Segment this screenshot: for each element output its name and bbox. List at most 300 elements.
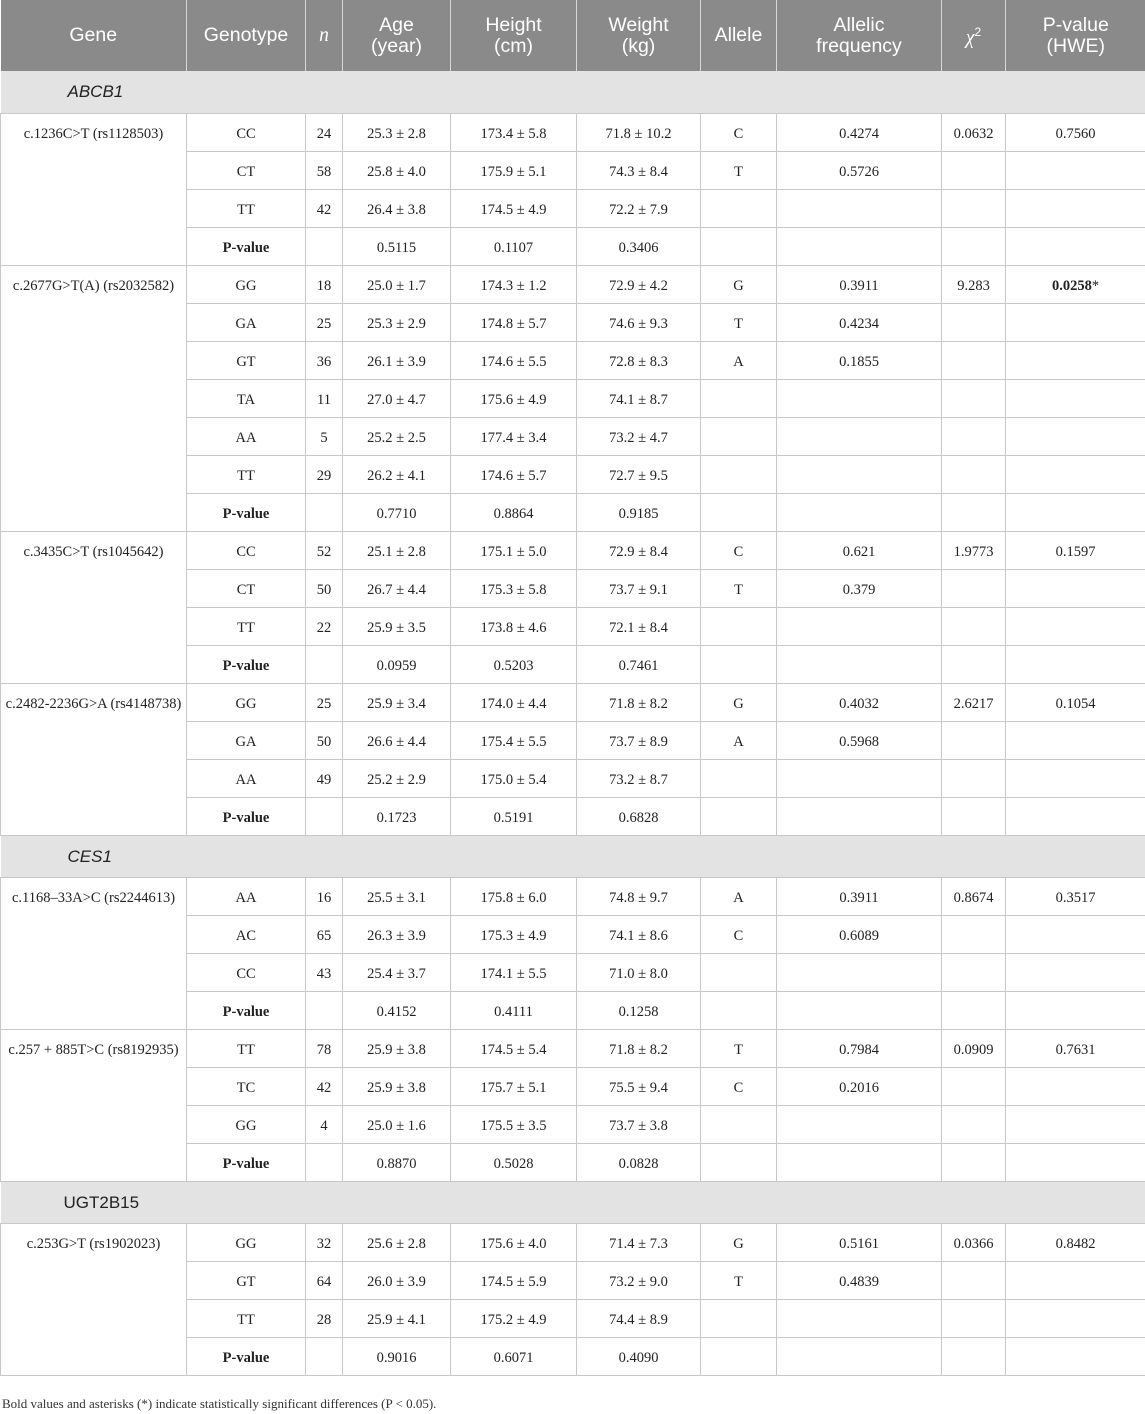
weight-cell: 72.1 ± 8.4 bbox=[577, 607, 701, 645]
chi2-cell bbox=[942, 1299, 1006, 1337]
allele-cell bbox=[701, 455, 777, 493]
weight-cell: 72.9 ± 4.2 bbox=[577, 265, 701, 303]
height-cell: 174.5 ± 4.9 bbox=[451, 189, 577, 227]
age-cell: 25.5 ± 3.1 bbox=[343, 877, 451, 915]
hwe-cell bbox=[1006, 953, 1145, 991]
hwe-cell: 0.8482 bbox=[1006, 1223, 1145, 1261]
significant-value: 0.0258 bbox=[1051, 277, 1092, 294]
header-allelic-frequency: Allelic frequency bbox=[777, 0, 942, 71]
age-cell: 26.3 ± 3.9 bbox=[343, 915, 451, 953]
empty-cell bbox=[701, 1143, 777, 1181]
empty-cell bbox=[942, 1337, 1006, 1375]
height-cell: 174.5 ± 5.4 bbox=[451, 1029, 577, 1067]
genotype-cell: GG bbox=[187, 683, 306, 721]
n-cell: 18 bbox=[306, 265, 343, 303]
age-cell: 25.9 ± 3.5 bbox=[343, 607, 451, 645]
chi2-cell bbox=[942, 915, 1006, 953]
height-cell: 173.4 ± 5.8 bbox=[451, 113, 577, 151]
n-cell: 24 bbox=[306, 113, 343, 151]
genotype-cell: CT bbox=[187, 151, 306, 189]
pvalue-height: 0.4111 bbox=[451, 991, 577, 1029]
height-cell: 174.5 ± 5.9 bbox=[451, 1261, 577, 1299]
weight-cell: 75.5 ± 9.4 bbox=[577, 1067, 701, 1105]
empty-cell bbox=[701, 797, 777, 835]
genotype-cell: AA bbox=[187, 417, 306, 455]
empty-cell bbox=[1006, 797, 1145, 835]
empty-cell bbox=[701, 991, 777, 1029]
allele-cell bbox=[701, 1105, 777, 1143]
hwe-cell: 0.3517 bbox=[1006, 877, 1145, 915]
hwe-cell bbox=[1006, 1261, 1145, 1299]
empty-cell bbox=[777, 797, 942, 835]
empty-cell bbox=[306, 227, 343, 265]
empty-cell bbox=[701, 227, 777, 265]
n-cell: 16 bbox=[306, 877, 343, 915]
empty-cell bbox=[942, 227, 1006, 265]
n-cell: 49 bbox=[306, 759, 343, 797]
allele-cell: T bbox=[701, 1029, 777, 1067]
n-cell: 42 bbox=[306, 1067, 343, 1105]
table-footnote: Bold values and asterisks (*) indicate statistically significant differences (P < 0.05). bbox=[2, 1396, 437, 1411]
age-cell: 26.1 ± 3.9 bbox=[343, 341, 451, 379]
freq-cell bbox=[777, 189, 942, 227]
height-cell: 175.1 ± 5.0 bbox=[451, 531, 577, 569]
table-header bbox=[1, 0, 1145, 71]
empty-cell bbox=[306, 797, 343, 835]
hwe-cell bbox=[1006, 1105, 1145, 1143]
hwe-cell bbox=[1006, 265, 1145, 303]
height-cell: 175.3 ± 5.8 bbox=[451, 569, 577, 607]
empty-cell bbox=[306, 493, 343, 531]
weight-cell: 71.8 ± 10.2 bbox=[577, 113, 701, 151]
n-cell: 29 bbox=[306, 455, 343, 493]
n-cell: 25 bbox=[306, 303, 343, 341]
allele-cell bbox=[701, 607, 777, 645]
age-cell: 25.9 ± 3.8 bbox=[343, 1029, 451, 1067]
age-cell: 26.0 ± 3.9 bbox=[343, 1261, 451, 1299]
height-cell: 175.3 ± 4.9 bbox=[451, 915, 577, 953]
weight-cell: 71.8 ± 8.2 bbox=[577, 683, 701, 721]
freq-cell: 0.4274 bbox=[777, 113, 942, 151]
genotype-cell: GT bbox=[187, 1261, 306, 1299]
section-gene-name: ABCB1 bbox=[1, 71, 1145, 113]
age-cell: 25.9 ± 3.4 bbox=[343, 683, 451, 721]
pvalue-weight: 0.3406 bbox=[577, 227, 701, 265]
pvalue-label: P-value bbox=[187, 645, 306, 683]
hwe-cell bbox=[1006, 189, 1145, 227]
hwe-cell bbox=[1006, 607, 1145, 645]
pvalue-label: P-value bbox=[187, 227, 306, 265]
genotype-cell: TA bbox=[187, 379, 306, 417]
genotype-cell: AA bbox=[187, 759, 306, 797]
n-cell: 52 bbox=[306, 531, 343, 569]
allele-cell: C bbox=[701, 1067, 777, 1105]
n-cell: 65 bbox=[306, 915, 343, 953]
empty-cell bbox=[942, 797, 1006, 835]
header-pvalue-hwe: P-value (HWE) bbox=[1006, 0, 1145, 71]
empty-cell bbox=[306, 1143, 343, 1181]
header-weight: Weight (kg) bbox=[577, 0, 701, 71]
allele-cell: T bbox=[701, 569, 777, 607]
pvalue-label: P-value bbox=[187, 1143, 306, 1181]
variant-cell: c.2677G>T(A) (rs2032582) bbox=[1, 265, 187, 531]
n-cell: 42 bbox=[306, 189, 343, 227]
pvalue-age: 0.1723 bbox=[343, 797, 451, 835]
height-cell: 175.6 ± 4.9 bbox=[451, 379, 577, 417]
height-cell: 174.6 ± 5.5 bbox=[451, 341, 577, 379]
pvalue-height: 0.5028 bbox=[451, 1143, 577, 1181]
freq-cell bbox=[777, 1105, 942, 1143]
chi2-cell bbox=[942, 189, 1006, 227]
hwe-cell bbox=[1006, 1067, 1145, 1105]
chi2-cell bbox=[942, 303, 1006, 341]
n-cell: 25 bbox=[306, 683, 343, 721]
height-cell: 177.4 ± 3.4 bbox=[451, 417, 577, 455]
genotype-cell: TC bbox=[187, 1067, 306, 1105]
chi2-cell: 1.9773 bbox=[942, 531, 1006, 569]
pvalue-label: P-value bbox=[187, 797, 306, 835]
empty-cell bbox=[701, 1337, 777, 1375]
freq-cell: 0.2016 bbox=[777, 1067, 942, 1105]
genotype-cell: AC bbox=[187, 915, 306, 953]
empty-cell bbox=[942, 645, 1006, 683]
chi2-cell: 2.6217 bbox=[942, 683, 1006, 721]
pvalue-age: 0.5115 bbox=[343, 227, 451, 265]
genotype-cell: AA bbox=[187, 877, 306, 915]
age-cell: 26.4 ± 3.8 bbox=[343, 189, 451, 227]
variant-cell: c.1236C>T (rs1128503) bbox=[1, 113, 187, 265]
genotype-cell: TT bbox=[187, 455, 306, 493]
chi2-cell: 9.283 bbox=[942, 265, 1006, 303]
pvalue-weight: 0.1258 bbox=[577, 991, 701, 1029]
hwe-cell bbox=[1006, 151, 1145, 189]
weight-cell: 71.4 ± 7.3 bbox=[577, 1223, 701, 1261]
freq-cell: 0.7984 bbox=[777, 1029, 942, 1067]
freq-cell: 0.1855 bbox=[777, 341, 942, 379]
genotype-cell: GT bbox=[187, 341, 306, 379]
pvalue-height: 0.1107 bbox=[451, 227, 577, 265]
weight-cell: 73.2 ± 8.7 bbox=[577, 759, 701, 797]
significance-asterisk: * bbox=[1091, 277, 1100, 294]
variant-cell: c.253G>T (rs1902023) bbox=[1, 1223, 187, 1375]
genotype-cell: TT bbox=[187, 607, 306, 645]
weight-cell: 72.9 ± 8.4 bbox=[577, 531, 701, 569]
hwe-cell bbox=[1006, 569, 1145, 607]
freq-cell: 0.621 bbox=[777, 531, 942, 569]
pvalue-age: 0.4152 bbox=[343, 991, 451, 1029]
n-cell: 5 bbox=[306, 417, 343, 455]
freq-cell: 0.3911 bbox=[777, 877, 942, 915]
n-cell: 58 bbox=[306, 151, 343, 189]
table-body bbox=[1, 71, 1145, 1375]
height-cell: 174.3 ± 1.2 bbox=[451, 265, 577, 303]
header-row bbox=[1, 0, 1145, 71]
chi2-cell bbox=[942, 1067, 1006, 1105]
weight-cell: 72.7 ± 9.5 bbox=[577, 455, 701, 493]
n-cell: 64 bbox=[306, 1261, 343, 1299]
pvalue-label: P-value bbox=[187, 991, 306, 1029]
hwe-cell bbox=[1006, 1299, 1145, 1337]
genotype-cell: GG bbox=[187, 265, 306, 303]
pvalue-age: 0.9016 bbox=[343, 1337, 451, 1375]
empty-cell bbox=[777, 227, 942, 265]
weight-cell: 74.1 ± 8.6 bbox=[577, 915, 701, 953]
freq-cell: 0.379 bbox=[777, 569, 942, 607]
chi2-cell bbox=[942, 569, 1006, 607]
genotype-cell: CC bbox=[187, 113, 306, 151]
variant-cell: c.3435C>T (rs1045642) bbox=[1, 531, 187, 683]
header-n: n bbox=[306, 0, 343, 71]
height-cell: 174.8 ± 5.7 bbox=[451, 303, 577, 341]
age-cell: 26.7 ± 4.4 bbox=[343, 569, 451, 607]
freq-cell: 0.4234 bbox=[777, 303, 942, 341]
hwe-cell bbox=[1006, 417, 1145, 455]
height-cell: 175.9 ± 5.1 bbox=[451, 151, 577, 189]
empty-cell bbox=[1006, 1143, 1145, 1181]
empty-cell bbox=[1006, 227, 1145, 265]
age-cell: 25.0 ± 1.6 bbox=[343, 1105, 451, 1143]
genotype-cell: TT bbox=[187, 1029, 306, 1067]
height-cell: 174.0 ± 4.4 bbox=[451, 683, 577, 721]
empty-cell bbox=[1006, 645, 1145, 683]
age-cell: 25.3 ± 2.8 bbox=[343, 113, 451, 151]
hwe-cell bbox=[1006, 341, 1145, 379]
freq-cell: 0.5968 bbox=[777, 721, 942, 759]
freq-cell: 0.3911 bbox=[777, 265, 942, 303]
freq-cell bbox=[777, 379, 942, 417]
age-cell: 25.2 ± 2.5 bbox=[343, 417, 451, 455]
allele-cell bbox=[701, 189, 777, 227]
age-cell: 26.2 ± 4.1 bbox=[343, 455, 451, 493]
age-cell: 27.0 ± 4.7 bbox=[343, 379, 451, 417]
genotype-cell: TT bbox=[187, 189, 306, 227]
weight-cell: 73.7 ± 8.9 bbox=[577, 721, 701, 759]
freq-cell: 0.6089 bbox=[777, 915, 942, 953]
empty-cell bbox=[306, 991, 343, 1029]
allele-cell: C bbox=[701, 113, 777, 151]
allele-cell: T bbox=[701, 151, 777, 189]
pvalue-height: 0.5191 bbox=[451, 797, 577, 835]
pvalue-age: 0.7710 bbox=[343, 493, 451, 531]
age-cell: 26.6 ± 4.4 bbox=[343, 721, 451, 759]
allele-cell: A bbox=[701, 877, 777, 915]
variant-cell: c.1168–33A>C (rs2244613) bbox=[1, 877, 187, 1029]
table-row bbox=[1, 113, 1145, 151]
hwe-cell: 0.7631 bbox=[1006, 1029, 1145, 1067]
chi2-cell bbox=[942, 417, 1006, 455]
age-cell: 25.9 ± 3.8 bbox=[343, 1067, 451, 1105]
allele-cell bbox=[701, 953, 777, 991]
height-cell: 175.0 ± 5.4 bbox=[451, 759, 577, 797]
allele-cell: G bbox=[701, 265, 777, 303]
empty-cell bbox=[701, 645, 777, 683]
allele-cell: A bbox=[701, 721, 777, 759]
height-cell: 175.5 ± 3.5 bbox=[451, 1105, 577, 1143]
hwe-cell bbox=[1006, 379, 1145, 417]
n-cell: 50 bbox=[306, 569, 343, 607]
table-row bbox=[1, 1029, 1145, 1067]
weight-cell: 72.2 ± 7.9 bbox=[577, 189, 701, 227]
empty-cell bbox=[306, 645, 343, 683]
age-cell: 25.3 ± 2.9 bbox=[343, 303, 451, 341]
n-cell: 50 bbox=[306, 721, 343, 759]
height-cell: 175.4 ± 5.5 bbox=[451, 721, 577, 759]
genotype-cell: GG bbox=[187, 1223, 306, 1261]
empty-cell bbox=[777, 1143, 942, 1181]
n-cell: 28 bbox=[306, 1299, 343, 1337]
empty-cell bbox=[942, 991, 1006, 1029]
hwe-cell bbox=[1006, 455, 1145, 493]
hwe-cell bbox=[1006, 759, 1145, 797]
variant-cell: c.2482-2236G>A (rs4148738) bbox=[1, 683, 187, 835]
n-cell: 36 bbox=[306, 341, 343, 379]
header-gene: Gene bbox=[1, 0, 187, 71]
pvalue-height: 0.8864 bbox=[451, 493, 577, 531]
allele-cell bbox=[701, 417, 777, 455]
chi2-cell: 0.8674 bbox=[942, 877, 1006, 915]
empty-cell bbox=[306, 1337, 343, 1375]
genotype-cell: TT bbox=[187, 1299, 306, 1337]
age-cell: 25.1 ± 2.8 bbox=[343, 531, 451, 569]
height-cell: 175.6 ± 4.0 bbox=[451, 1223, 577, 1261]
freq-cell: 0.4032 bbox=[777, 683, 942, 721]
weight-cell: 72.8 ± 8.3 bbox=[577, 341, 701, 379]
section-row bbox=[1, 71, 1145, 113]
table-row bbox=[1, 265, 1145, 303]
height-cell: 174.1 ± 5.5 bbox=[451, 953, 577, 991]
weight-cell: 74.6 ± 9.3 bbox=[577, 303, 701, 341]
allele-cell: T bbox=[701, 303, 777, 341]
freq-cell bbox=[777, 759, 942, 797]
empty-cell bbox=[777, 645, 942, 683]
weight-cell: 73.7 ± 3.8 bbox=[577, 1105, 701, 1143]
freq-cell: 0.4839 bbox=[777, 1261, 942, 1299]
freq-cell bbox=[777, 953, 942, 991]
freq-cell bbox=[777, 417, 942, 455]
allele-cell: C bbox=[701, 531, 777, 569]
allele-cell: G bbox=[701, 1223, 777, 1261]
chi2-cell bbox=[942, 1105, 1006, 1143]
genotype-cell: GG bbox=[187, 1105, 306, 1143]
section-row bbox=[1, 1181, 1145, 1223]
chi2-cell: 0.0632 bbox=[942, 113, 1006, 151]
chi2-cell bbox=[942, 1261, 1006, 1299]
freq-cell bbox=[777, 1299, 942, 1337]
hwe-cell: 0.7560 bbox=[1006, 113, 1145, 151]
table-row bbox=[1, 1223, 1145, 1261]
empty-cell bbox=[777, 493, 942, 531]
genotype-cell: GA bbox=[187, 721, 306, 759]
pvalue-weight: 0.6828 bbox=[577, 797, 701, 835]
n-cell: 11 bbox=[306, 379, 343, 417]
allele-cell bbox=[701, 1299, 777, 1337]
genotype-cell: CT bbox=[187, 569, 306, 607]
empty-cell bbox=[1006, 493, 1145, 531]
weight-cell: 74.4 ± 8.9 bbox=[577, 1299, 701, 1337]
hwe-cell: 0.1054 bbox=[1006, 683, 1145, 721]
weight-cell: 71.0 ± 8.0 bbox=[577, 953, 701, 991]
chi2-cell bbox=[942, 379, 1006, 417]
chi2-cell bbox=[942, 341, 1006, 379]
n-cell: 32 bbox=[306, 1223, 343, 1261]
header-chi-square: $\chi^2$ bbox=[942, 0, 1006, 71]
n-cell: 4 bbox=[306, 1105, 343, 1143]
allele-cell: A bbox=[701, 341, 777, 379]
chi2-cell bbox=[942, 721, 1006, 759]
weight-cell: 74.3 ± 8.4 bbox=[577, 151, 701, 189]
header-genotype: Genotype bbox=[187, 0, 306, 71]
age-cell: 25.2 ± 2.9 bbox=[343, 759, 451, 797]
empty-cell bbox=[1006, 1337, 1145, 1375]
pvalue-height: 0.5203 bbox=[451, 645, 577, 683]
allele-cell: T bbox=[701, 1261, 777, 1299]
height-cell: 175.2 ± 4.9 bbox=[451, 1299, 577, 1337]
hwe-cell: 0.1597 bbox=[1006, 531, 1145, 569]
section-gene-name: UGT2B15 bbox=[1, 1181, 1145, 1223]
height-cell: 175.7 ± 5.1 bbox=[451, 1067, 577, 1105]
allele-cell: G bbox=[701, 683, 777, 721]
age-cell: 25.8 ± 4.0 bbox=[343, 151, 451, 189]
age-cell: 25.4 ± 3.7 bbox=[343, 953, 451, 991]
empty-cell bbox=[777, 991, 942, 1029]
weight-cell: 74.1 ± 8.7 bbox=[577, 379, 701, 417]
genotype-cell: CC bbox=[187, 953, 306, 991]
allele-cell bbox=[701, 379, 777, 417]
n-cell: 43 bbox=[306, 953, 343, 991]
weight-cell: 73.2 ± 9.0 bbox=[577, 1261, 701, 1299]
freq-cell bbox=[777, 607, 942, 645]
variant-cell: c.257 + 885T>C (rs8192935) bbox=[1, 1029, 187, 1181]
age-cell: 25.6 ± 2.8 bbox=[343, 1223, 451, 1261]
pvalue-age: 0.0959 bbox=[343, 645, 451, 683]
weight-cell: 73.7 ± 9.1 bbox=[577, 569, 701, 607]
chi2-cell bbox=[942, 607, 1006, 645]
pvalue-weight: 0.4090 bbox=[577, 1337, 701, 1375]
hwe-cell bbox=[1006, 721, 1145, 759]
freq-cell bbox=[777, 455, 942, 493]
chi2-cell bbox=[942, 953, 1006, 991]
age-cell: 25.0 ± 1.7 bbox=[343, 265, 451, 303]
hwe-cell bbox=[1006, 303, 1145, 341]
table-row bbox=[1, 877, 1145, 915]
pvalue-age: 0.8870 bbox=[343, 1143, 451, 1181]
weight-cell: 71.8 ± 8.2 bbox=[577, 1029, 701, 1067]
hwe-cell bbox=[1006, 915, 1145, 953]
allele-cell bbox=[701, 759, 777, 797]
height-cell: 175.8 ± 6.0 bbox=[451, 877, 577, 915]
header-age: Age (year) bbox=[343, 0, 451, 71]
weight-cell: 74.8 ± 9.7 bbox=[577, 877, 701, 915]
genotype-cell: CC bbox=[187, 531, 306, 569]
chi2-cell bbox=[942, 151, 1006, 189]
weight-cell: 73.2 ± 4.7 bbox=[577, 417, 701, 455]
chi2-cell: 0.0909 bbox=[942, 1029, 1006, 1067]
n-cell: 22 bbox=[306, 607, 343, 645]
header-allele: Allele bbox=[701, 0, 777, 71]
age-cell: 25.9 ± 4.1 bbox=[343, 1299, 451, 1337]
pvalue-weight: 0.9185 bbox=[577, 493, 701, 531]
pvalue-height: 0.6071 bbox=[451, 1337, 577, 1375]
chi2-cell bbox=[942, 759, 1006, 797]
empty-cell bbox=[1006, 991, 1145, 1029]
chi2-cell bbox=[942, 455, 1006, 493]
table-row bbox=[1, 531, 1145, 569]
n-cell: 78 bbox=[306, 1029, 343, 1067]
section-row bbox=[1, 835, 1145, 877]
empty-cell bbox=[777, 1337, 942, 1375]
freq-cell: 0.5726 bbox=[777, 151, 942, 189]
empty-cell bbox=[942, 1143, 1006, 1181]
